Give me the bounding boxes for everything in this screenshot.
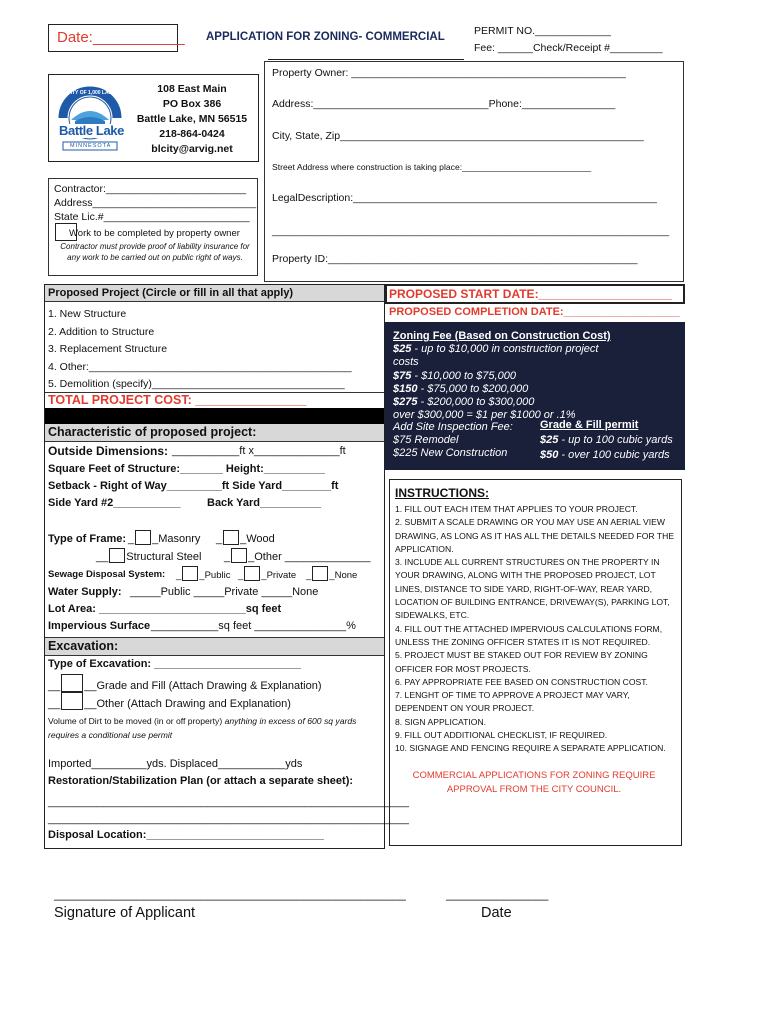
city-phone: 218-864-0424 [159, 128, 225, 140]
structural-steel-option[interactable]: __ Structural Steel [96, 548, 201, 563]
outside-dimensions-field[interactable]: ___________ft x______________ft [172, 445, 346, 457]
owner-work-label: Work to be completed by property owner [69, 228, 240, 239]
grade-fee-line: $25 - up to 100 cubic yards [540, 434, 673, 446]
outside-dimensions-label: Outside Dimensions: [48, 444, 169, 458]
frame-other-option[interactable]: _ _Other ______________ [224, 548, 370, 563]
city-state-zip-field[interactable]: City, State, Zip____________________________________________________ [272, 130, 644, 142]
city-address-line: 108 East Main [157, 83, 227, 95]
instruction-item: 1. FILL OUT EACH ITEM THAT APPLIES TO YOUR PROJECT. [395, 504, 638, 514]
logo-name: Battle Lake [59, 123, 124, 138]
instructions-list [395, 503, 677, 756]
setback-row[interactable]: Setback - Right of Way_________ft Side Yard________ft [48, 480, 339, 492]
water-supply-label: Water Supply: [48, 586, 122, 598]
instruction-item: 10. SIGNAGE AND FENCING REQUIRE A SEPARATE APPLICATION. [395, 743, 666, 754]
street-address-field[interactable]: Street Address where construction is taking place:___________________________ [272, 162, 592, 172]
date-line[interactable]: ________________ [446, 889, 549, 901]
instructions-heading: INSTRUCTIONS: [395, 486, 489, 500]
impervious-field[interactable]: ___________sq feet _______________% [151, 620, 356, 632]
fee-line: over $300,000 = $1 per $1000 or .1% [393, 409, 576, 422]
instruction-item: 8. SIGN APPLICATION. [395, 716, 487, 727]
project-heading: Proposed Project (Circle or fill in all that apply) [48, 287, 294, 299]
signature-line[interactable]: _______________________________________________________ [54, 889, 406, 901]
fee-line: $275 - $200,000 to $300,000 [393, 396, 535, 409]
grade-fill-checkbox[interactable] [61, 674, 83, 692]
project-item-addition[interactable]: 2. Addition to Structure [48, 325, 155, 338]
grade-fee-line: $50 - over 100 cubic yards [540, 449, 670, 461]
volume-note-text: Volume of Dirt to be moved (in or off property) [48, 716, 225, 726]
restoration-plan: Restoration/Stabilization Plan (or attach a separate sheet): [48, 775, 354, 787]
site-inspection-fee [393, 421, 513, 461]
characteristic-rule [45, 441, 384, 442]
wood-option[interactable]: _ _Wood [216, 530, 275, 545]
commercial-note: COMMERCIAL APPLICATIONS FOR ZONING REQUIRE APPROVAL FROM THE CITY COUNCIL. [412, 770, 656, 795]
grade-fill-option[interactable]: __ __Grade and Fill (Attach Drawing & Explanation) [48, 674, 322, 692]
form-title: APPLICATION FOR ZONING- COMMERCIAL [206, 31, 445, 43]
sewage-label: Sewage Disposal System: [48, 569, 166, 580]
contractor-field[interactable]: Contractor:________________________ [54, 183, 247, 195]
city-address-block [132, 82, 252, 157]
signature-label: Signature of Applicant [54, 905, 196, 921]
lot-area-field[interactable]: Lot Area: ________________________sq feet [48, 603, 282, 615]
volume-note-warning: anything in excess of 600 sq yards requires a conditional use permit [48, 716, 357, 740]
project-items [48, 306, 352, 394]
city-logo [55, 80, 125, 158]
fee-line: $75 - $10,000 to $75,000 [393, 369, 516, 382]
project-item-replacement[interactable]: 3. Replacement Structure [48, 343, 168, 355]
restoration-line-2[interactable]: ___________________________________________________________ [48, 813, 409, 825]
sewage-private[interactable]: _ _Private [238, 566, 296, 581]
impervious-label: Impervious Surface [48, 620, 151, 632]
back-yard[interactable]: Back Yard__________ [207, 497, 322, 509]
instruction-item: 5. PROJECT MUST BE STAKED OUT FOR REVIEW BY ZONING OFFICER FOR MOST PROJECTS. [395, 650, 648, 674]
type-of-excavation[interactable]: Type of Excavation: ________________________ [48, 658, 301, 670]
excavation-other-option[interactable]: __ __Other (Attach Drawing and Explanation) [48, 692, 291, 710]
sewage-none[interactable]: _ _None [306, 566, 357, 581]
characteristic-heading: Characteristic of proposed project: [48, 425, 257, 439]
site-inspection-new: $225 New Construction [393, 447, 508, 460]
proposed-start-date[interactable]: PROPOSED START DATE:____________________ [389, 287, 673, 301]
site-inspection-label: Add Site Inspection Fee: [393, 421, 513, 433]
steel-checkbox[interactable] [109, 548, 125, 563]
project-item-other[interactable]: 4. Other:_____________________________________________ [48, 360, 352, 373]
state-license-field[interactable]: State Lic.#_________________________ [54, 211, 250, 223]
property-id-field[interactable]: Property ID:_____________________________________________________ [272, 253, 638, 265]
masonry-checkbox[interactable] [135, 530, 151, 545]
project-item-demolition[interactable]: 5. Demolition (specify)_________________________________ [48, 378, 345, 390]
legal-description-line2[interactable]: ____________________________________________________________________ [272, 225, 670, 237]
legal-description-field[interactable]: LegalDescription:____________________________________________________ [272, 192, 657, 204]
instruction-item: 6. PAY APPROPRIATE FEE BASED ON CONSTRUCTION COST. [395, 676, 648, 687]
project-heading-rule [45, 301, 384, 302]
fee-line: $150 - $75,000 to $200,000 [393, 382, 529, 395]
masonry-option[interactable]: _ _Masonry [128, 530, 200, 545]
grade-fill-fee [540, 418, 673, 463]
fee-schedule [393, 330, 623, 422]
instruction-item: 2. SUBMIT A SCALE DRAWING OR YOU MAY USE AN AERIAL VIEW DRAWING, AS LONG AS IT HAS ALL THE DETAILS NEEDED FOR THE APPLICATION. [395, 517, 675, 554]
site-inspection-remodel: $75 Remodel [393, 434, 459, 447]
imported-displaced[interactable]: Imported_________yds. Displaced___________yds [48, 758, 303, 770]
square-feet-height[interactable]: Square Feet of Structure:_______ Height:__________ [48, 463, 325, 475]
instruction-item: 9. FILL OUT ADDITIONAL CHECKLIST, IF REQUIRED. [395, 730, 608, 741]
permit-no[interactable]: PERMIT NO._____________ [474, 25, 611, 37]
fee-receipt[interactable]: Fee: ______Check/Receipt #_________ [474, 42, 663, 54]
proposed-completion-date[interactable]: PROPOSED COMPLETION DATE:___________________ [389, 306, 680, 318]
logo-top-text: CITY OF 1,000 LAKES [67, 90, 119, 96]
city-email: blcity@arvig.net [151, 143, 233, 155]
fee-line: $25 - up to $10,000 in construction project costs [393, 343, 599, 369]
date-box[interactable] [48, 24, 185, 52]
water-supply-options[interactable]: _____Public _____Private _____None [130, 586, 319, 598]
zoning-fee-heading: Zoning Fee (Based on Construction Cost) [393, 330, 611, 342]
side-yard-2[interactable]: Side Yard #2___________ [48, 497, 181, 509]
total-project-cost[interactable]: TOTAL PROJECT COST: ________________ [48, 393, 307, 407]
disposal-location[interactable]: Disposal Location:_____________________________ [48, 829, 324, 841]
sewage-public-checkbox[interactable] [182, 566, 198, 581]
divider-bar [45, 408, 384, 424]
instruction-item: 4. FILL OUT THE ATTACHED IMPERVIOUS CALCULATIONS FORM, UNLESS THE ZONING OFFICER STATES IT IS NOT REQUIRED. [395, 623, 663, 647]
frame-label: Type of Frame: [48, 533, 127, 545]
instruction-item: 3. INCLUDE ALL CURRENT STRUCTURES ON THE PROPERTY IN YOUR DRAWING, ALONG WITH THE PROPOSED PROJECT, LOT LINES, DISTANCE TO SIDE YARD, RIGHT-OF-WAY, REAR YARD, LOCATION OF BUILDING ENTRANCE, DRIVEWAY(S), PARKING LOT, SIDEWALKS, ETC. [395, 557, 670, 621]
sewage-private-checkbox[interactable] [244, 566, 260, 581]
liability-note: Contractor must provide proof of liability insurance for any work to be carried out on public right of ways. [60, 242, 250, 262]
contractor-address-field[interactable]: Address____________________________ [54, 197, 257, 209]
excavation-heading: Excavation: [48, 639, 119, 653]
other-frame-checkbox[interactable] [231, 548, 247, 563]
date-signature-label: Date [481, 905, 512, 921]
wood-checkbox[interactable] [223, 530, 239, 545]
instruction-item: 7. LENGHT OF TIME TO APPROVE A PROJECT MAY VARY, DEPENDENT ON YOUR PROJECT. [395, 690, 630, 714]
city-address-line: Battle Lake, MN 56515 [136, 113, 248, 125]
sewage-none-checkbox[interactable] [312, 566, 328, 581]
excavation-other-checkbox[interactable] [61, 692, 83, 710]
logo-state: MINNESOTA [70, 143, 112, 149]
title-rule [268, 59, 464, 60]
sewage-public[interactable]: _ _Public [176, 566, 230, 581]
grade-fill-heading: Grade & Fill permit [540, 419, 639, 431]
volume-note [48, 714, 382, 742]
property-owner-field[interactable]: Property Owner: _______________________________________________ [272, 67, 626, 79]
date-label: Date:___________ [57, 29, 185, 46]
restoration-line-1[interactable]: ___________________________________________________________ [48, 796, 409, 808]
excavation-rule [45, 655, 384, 656]
project-item-new[interactable]: 1. New Structure [48, 308, 127, 320]
city-address-line: PO Box 386 [162, 98, 222, 110]
address-phone-field[interactable]: Address:______________________________Phone:________________ [272, 98, 616, 110]
